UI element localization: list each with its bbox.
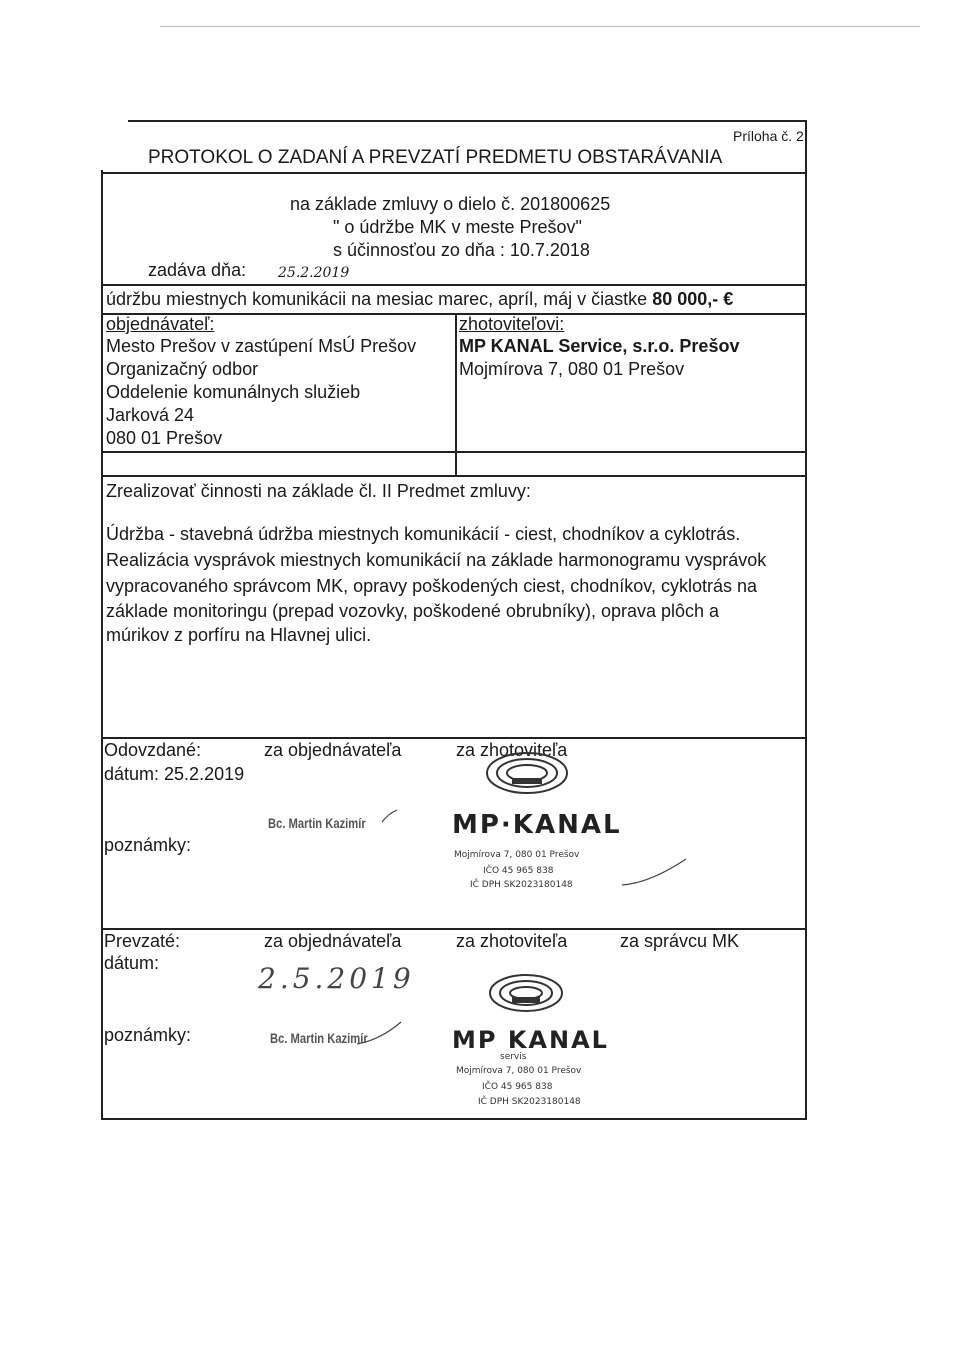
realize-line: vypracovaného správcom MK, opravy poškodených ciest, chodníkov, cyklotrás na: [106, 576, 757, 596]
client-line: 080 01 Prešov: [106, 428, 223, 448]
rule-under-parties-2: [101, 475, 807, 477]
handover-col-contractor: za zhotoviteľa: [456, 740, 568, 760]
stamp2-line3: IČ DPH SK2023180148: [478, 1097, 581, 1107]
assigned-label: zadáva dňa:: [148, 260, 247, 280]
frame-bottom: [101, 1118, 807, 1120]
contractor-address: Mojmírova 7, 080 01 Prešov: [459, 359, 685, 379]
client-line: Mesto Prešov v zastúpení MsÚ Prešov: [106, 336, 417, 356]
stamp1-line1: Mojmírova 7, 080 01 Prešov: [454, 850, 580, 860]
handover-signature-name: Bc. Martin Kazimír: [268, 815, 366, 831]
stamp2-logo: MP KANAL: [452, 1026, 609, 1054]
scope-amount: 80 000,- €: [652, 289, 734, 309]
takeover-signature-name: Bc. Martin Kazimír: [270, 1030, 368, 1046]
stamp1-line3: IČ DPH SK2023180148: [470, 880, 573, 890]
stamp2-line2: IČO 45 965 838: [482, 1082, 553, 1092]
handover-date: dátum: 25.2.2019: [104, 764, 245, 784]
client-line: Oddelenie komunálnych služieb: [106, 382, 361, 402]
takeover-col-manager: za správcu MK: [620, 931, 740, 951]
contractor-label: zhotoviteľovi:: [459, 314, 565, 334]
stamp2-line1: Mojmírova 7, 080 01 Prešov: [456, 1066, 582, 1076]
scope-text: údržbu miestnych komunikácii na mesiac marec, apríl, máj v čiastke: [106, 289, 648, 309]
handover-notes-label: poznámky:: [104, 835, 192, 855]
handover-col-client: za objednávateľa: [264, 740, 402, 760]
stamp2-emblem-icon: [486, 970, 566, 1016]
scope-line: [106, 289, 733, 310]
realize-line: Realizácia vysprávok miestnych komunikácií na základe harmonogramu vysprávok: [106, 550, 767, 570]
stamp1-signature-stroke: [620, 855, 690, 895]
contract-line-3: s účinnosťou zo dňa : 10.7.2018: [333, 240, 590, 260]
realize-line: základe monitoringu (prepad vozovky, poškodené obrubníky), oprava plôch a: [106, 601, 720, 621]
client-line: Organizačný odbor: [106, 359, 259, 379]
rule-above-takeover: [101, 928, 807, 930]
contractor-name: MP KANAL Service, s.r.o. Prešov: [459, 336, 740, 356]
stamp1-line2: IČO 45 965 838: [483, 866, 554, 876]
takeover-date-label: dátum:: [104, 953, 160, 973]
handover-signature-stroke: [380, 808, 400, 826]
takeover-date-handwritten: 2.5.2019: [258, 962, 415, 995]
document-title: PROTOKOL O ZADANÍ A PREVZATÍ PREDMETU OBSTARÁVANIA: [148, 147, 723, 168]
contract-line-2: " o údržbe MK v meste Prešov": [333, 217, 582, 237]
client-line: Jarková 24: [106, 405, 195, 425]
rule-under-title: [101, 172, 807, 174]
takeover-col-client: za objednávateľa: [264, 931, 402, 951]
stamp2-line0: servis: [500, 1052, 527, 1062]
frame-top: [128, 120, 806, 122]
takeover-col-contractor: za zhotoviteľa: [456, 931, 568, 951]
contract-line-1: na základe zmluvy o dielo č. 201800625: [290, 194, 611, 214]
frame-right: [805, 120, 807, 1120]
handover-label: Odovzdané:: [104, 740, 202, 760]
rule-under-date: [101, 284, 807, 286]
takeover-label: Prevzaté:: [104, 931, 181, 951]
annex-label: Príloha č. 2: [733, 128, 804, 144]
realize-line: múrikov z porfíru na Hlavnej ulici.: [106, 625, 372, 645]
client-label: objednávateľ:: [106, 314, 215, 334]
rule-above-handover: [101, 737, 807, 739]
rule-under-parties: [101, 451, 807, 453]
realize-heading: Zrealizovať činnosti na základe čl. II Predmet zmluvy:: [106, 481, 531, 501]
takeover-notes-label: poznámky:: [104, 1025, 192, 1045]
stamp1-logo: MP·KANAL: [452, 810, 622, 840]
scan-artifact-top: [160, 26, 920, 27]
stamp-emblem-icon: [482, 748, 572, 798]
assigned-date: 25.2.2019: [278, 265, 350, 281]
realize-line: Údržba - stavebná údržba miestnych komunikácií - ciest, chodníkov a cyklotrás.: [106, 524, 741, 544]
takeover-signature-stroke: [355, 1020, 405, 1050]
